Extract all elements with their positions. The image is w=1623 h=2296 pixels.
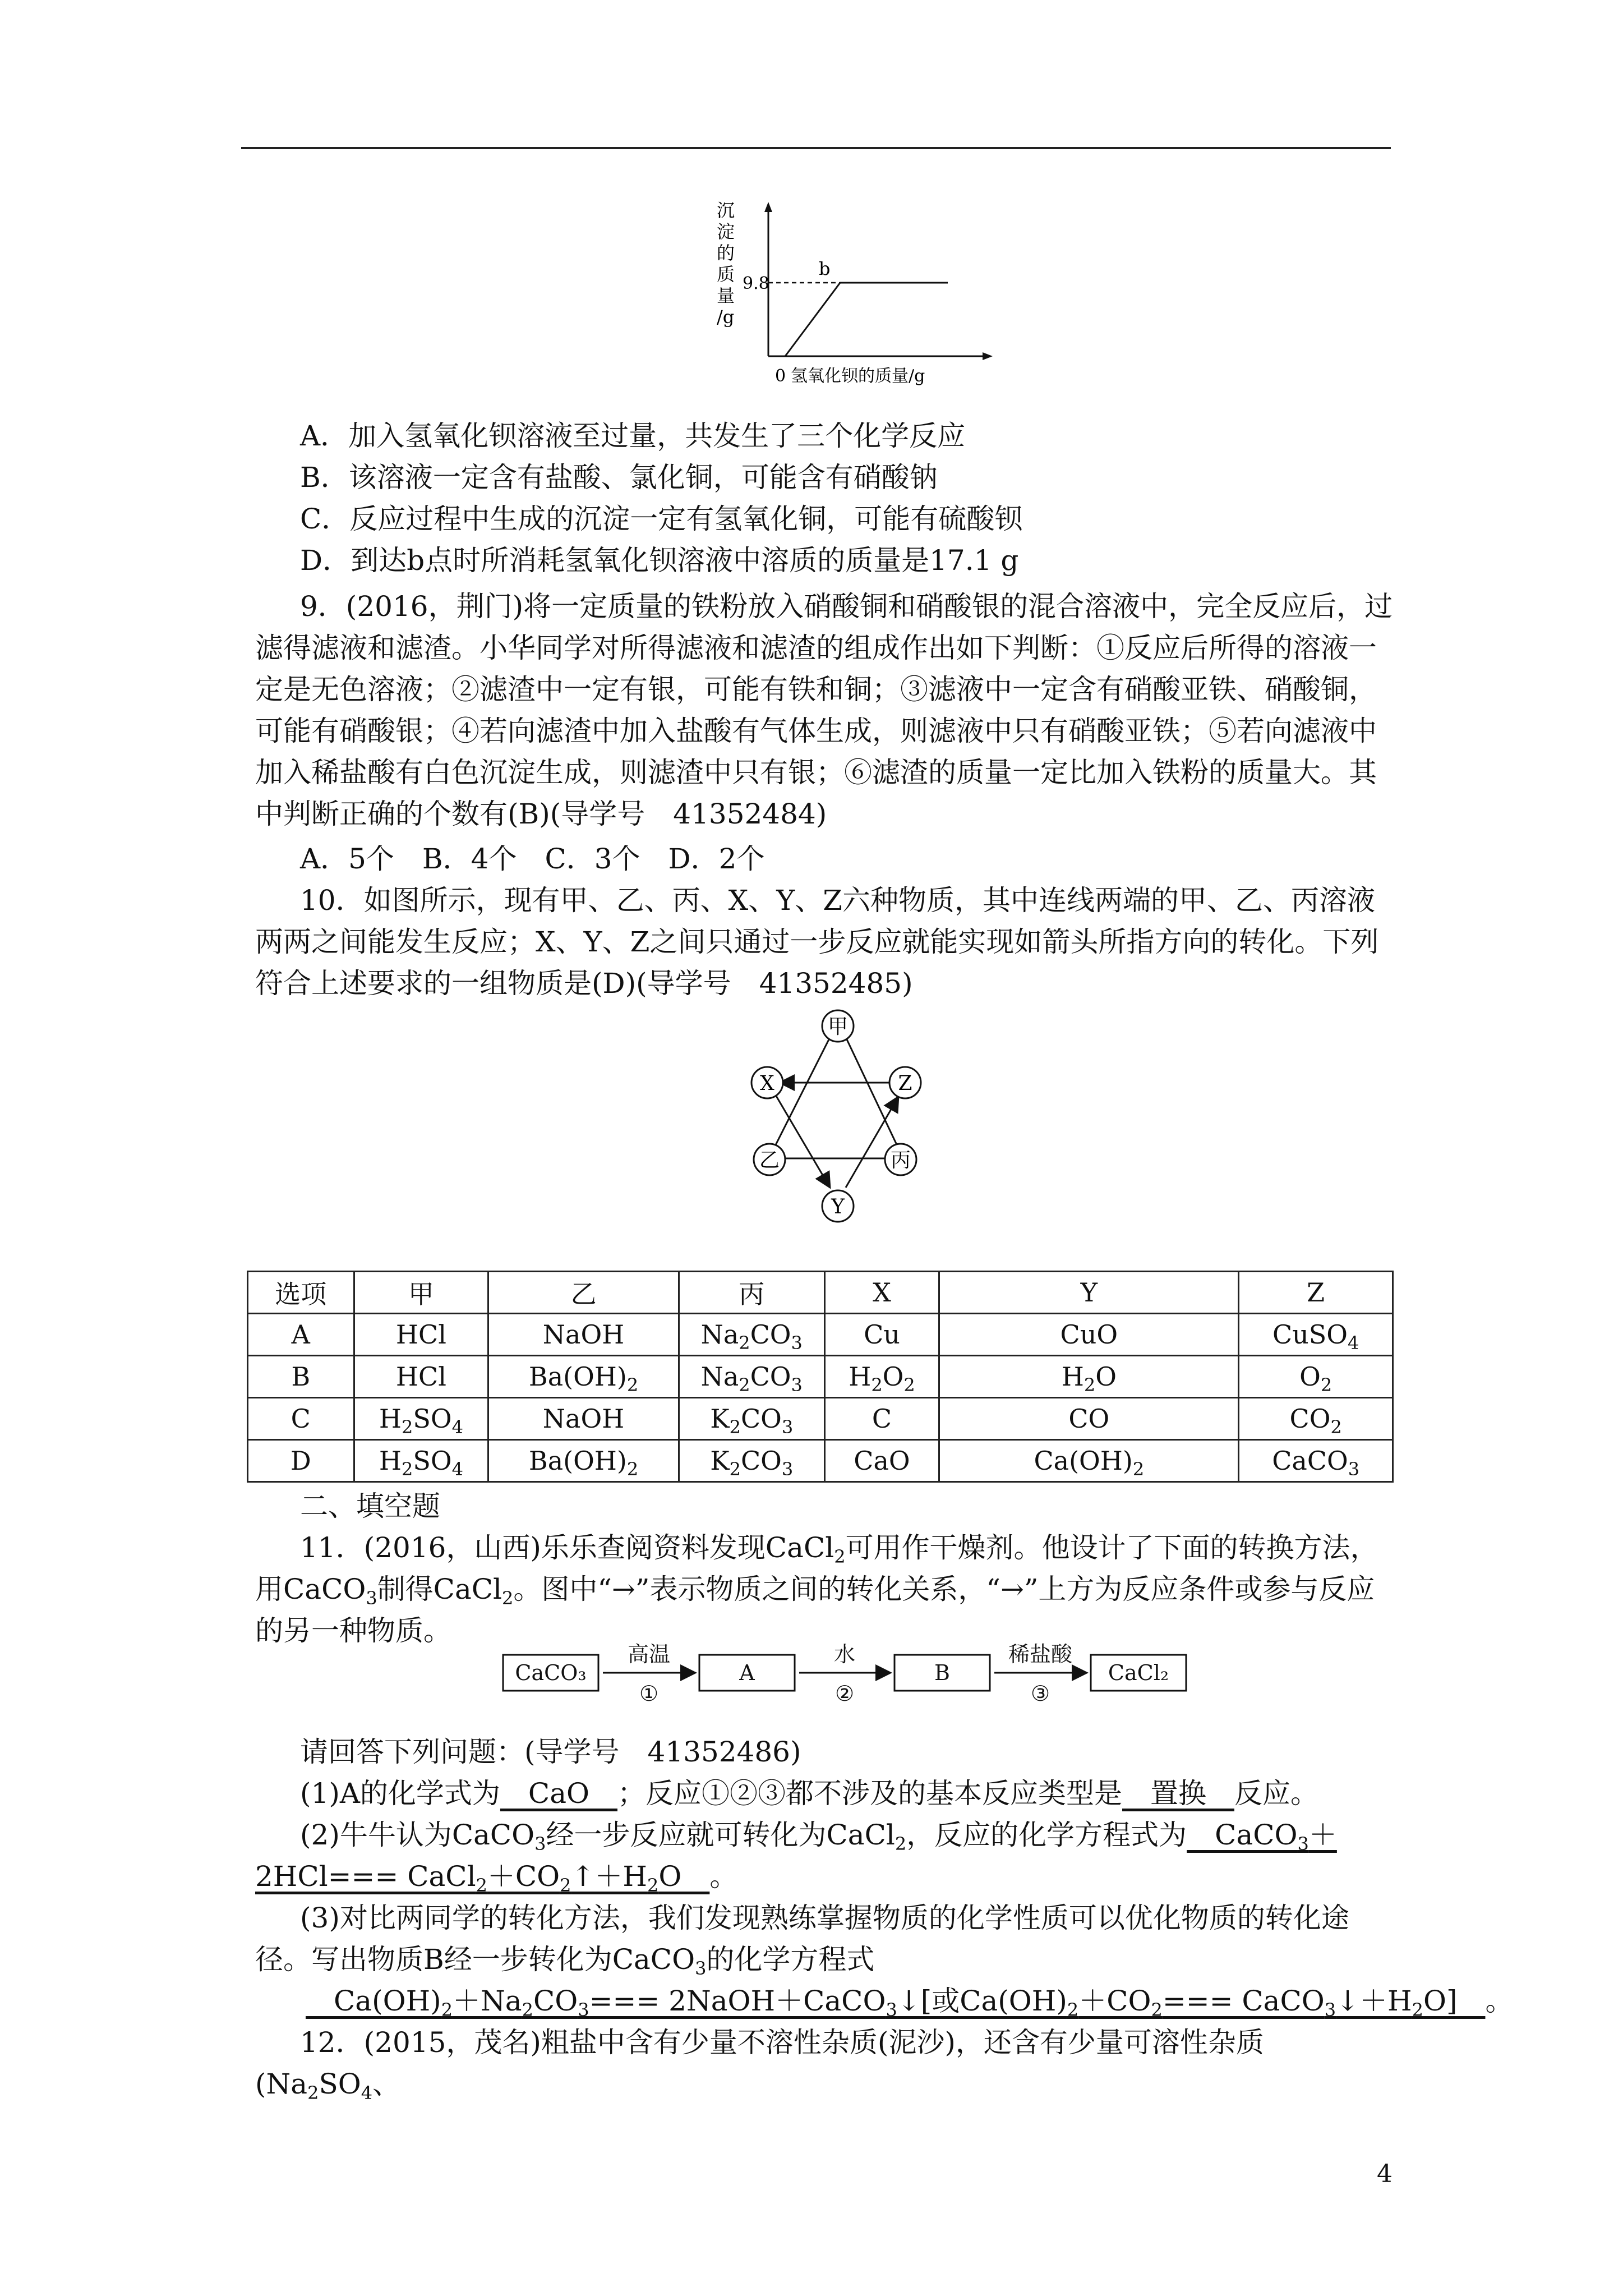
q11-part1: (1)A的化学式为 CaO ；反应①②③都不涉及的基本反应类型是 置换 反应。 [300,1777,1318,1810]
table-cell: $Ba(OH)_2$ [488,1440,679,1482]
header-rule [241,147,1391,149]
section-heading: 二、填空题 [300,1490,440,1522]
table-cell: HCl [354,1314,488,1356]
flow-box-a: A [739,1660,755,1685]
table-cell: $O_2$ [1239,1356,1393,1398]
table-header: Y [939,1272,1239,1314]
table-cell: $H_2SO_4$ [354,1398,488,1440]
q8-option-c: C．反应过程中生成的沉淀一定有氢氧化铜，可能有硫酸钡 [300,503,1023,535]
flow-step-1: ① [639,1681,659,1706]
flow-condition-2: 水 [833,1642,856,1667]
table-header: 丙 [679,1272,824,1314]
table-cell: CaO [824,1440,939,1482]
node-yi: 乙 [759,1149,780,1172]
table-row [248,1356,1393,1398]
table-header: 乙 [488,1272,679,1314]
flow-step-2: ② [834,1681,855,1706]
node-z: Z [898,1072,912,1095]
flow-step-3: ③ [1030,1681,1050,1706]
q8-option-a: A．加入氢氧化钡溶液至过量，共发生了三个化学反应 [300,420,966,452]
table-cell: HCl [354,1356,488,1398]
table-cell: $K_2CO_3$ [679,1398,824,1440]
graph-point-label: b [819,258,831,279]
table-cell: $K_2CO_3$ [679,1440,824,1482]
q11-prompt: 请回答下列问题：(导学号 41352486) [300,1736,801,1768]
table-cell: NaOH [488,1314,679,1356]
question-11-intro: 11．(2016，山西)乐乐查阅资料发现CaCl$_2$可用作干燥剂。他设计了下面的转换方法，用CaCO$_3$制得CaCl$_2$。图中“→”表示物质之间的转化关系，“→”上方为反应条件或参与反应的另一种物质。 [255,1531,1378,1647]
conversion-flow-diagram [502,1638,1203,1717]
node-y: Y [831,1195,845,1218]
table-cell: CO [939,1398,1239,1440]
q9-options: A．5个 B．4个 C．3个 D．2个 [300,843,765,875]
table-cell: $Na_2CO_3$ [679,1314,824,1356]
table-cell: CaCO$_3$ [1239,1440,1393,1482]
node-jia: 甲 [827,1015,849,1038]
substance-relation-diagram [718,1007,953,1231]
flow-box-b: B [934,1660,950,1685]
graph-xlabel: 氢氧化钡的质量/g [791,366,925,386]
table-row [248,1314,1393,1356]
table-cell: B [248,1356,354,1398]
question-12: 12．(2015，茂名)粗盐中含有少量不溶性杂质(泥沙)，还含有少量可溶性杂质($Na_2SO_4$、 [255,2026,1264,2104]
flow-condition-3: 稀盐酸 [1008,1642,1073,1667]
table-header-row [248,1272,1393,1314]
flow-box-cacl2: CaCl₂ [1108,1660,1169,1685]
table-cell: C [824,1398,939,1440]
table-header: 选项 [248,1272,354,1314]
answer-options-table [247,1271,1394,1483]
table-cell: $H_2SO_4$ [354,1440,488,1482]
question-10: 10．如图所示，现有甲、乙、丙、X、Y、Z六种物质，其中连线两端的甲、乙、丙溶液两两之间能发生反应；X、Y、Z之间只通过一步反应就能实现如箭头所指方向的转化。下列符合上述要求的一组物质是(D)(导学号 41352485) [255,884,1379,1000]
q8-option-d: D．到达b点时所消耗氢氧化钡溶液中溶质的质量是17.1 g [300,544,1019,577]
table-cell: $Ca(OH)_2$ [939,1440,1239,1482]
table-cell: C [248,1398,354,1440]
page-number: 4 [1377,2160,1393,2188]
graph-origin: 0 [775,366,786,386]
table-row [248,1398,1393,1440]
node-bing: 丙 [890,1149,911,1172]
table-cell: CuO [939,1314,1239,1356]
table-cell: $H_2O$ [939,1356,1239,1398]
graph-ylabel: 沉淀的质量/g [717,200,735,328]
q11-part3: (3)对比两同学的转化方法，我们发现熟练掌握物质的化学性质可以优化物质的转化途径。写出物质B经一步转化为CaCO$_3$的化学方程式 [255,1902,1349,1979]
table-cell: $H_2O_2$ [824,1356,939,1398]
table-row [248,1440,1393,1482]
flow-condition-1: 高温 [627,1642,671,1667]
precipitate-mass-graph [707,191,1021,393]
table-cell: D [248,1440,354,1482]
table-cell: Cu [824,1314,939,1356]
table-cell: $CO_2$ [1239,1398,1393,1440]
table-cell: $Ba(OH)_2$ [488,1356,679,1398]
table-cell: A [248,1314,354,1356]
table-header: X [824,1272,939,1314]
table-header: 甲 [354,1272,488,1314]
table-cell: $Na_2CO_3$ [679,1356,824,1398]
table-header: Z [1239,1272,1393,1314]
table-cell: CuSO$_4$ [1239,1314,1393,1356]
table-cell: NaOH [488,1398,679,1440]
q8-option-b: B．该溶液一定含有盐酸、氯化铜，可能含有硝酸钠 [300,461,938,494]
question-9: 9．(2016，荆门)将一定质量的铁粉放入硝酸铜和硝酸银的混合溶液中，完全反应后，过滤得滤液和滤渣。小华同学对所得滤液和滤渣的组成作出如下判断：①反应后所得的溶液一定是无色溶液；②滤渣中一定有银，可能有铁和铜；③滤液中一定含有硝酸亚铁、硝酸铜，可能有硝酸银；④若向滤渣中加入盐酸有气体生成，则滤液中只有硝酸亚铁；⑤若向滤液中加入稀盐酸有白色沉淀生成，则滤渣中只有银；⑥滤渣的质量一定比加入铁粉的质量大。其中判断正确的个数有(B)(导学号 41352484) [255,590,1393,830]
flow-box-caco3: CaCO₃ [515,1660,587,1685]
q11-part3-answer: $Ca(OH)_2+Na_2CO_3===$ 2NaOH＋CaCO$_3$↓[或$Ca(OH)_2+CO_2===$ $CaCO_3↓+H_2O$] 。 [306,1985,1514,2021]
graph-ytick: 9.8 [743,274,769,293]
node-x: X [760,1072,774,1095]
q11-part2: (2)牛牛认为CaCO$_3$经一步反应就可转化为CaCl$_2$，反应的化学方程式为 CaCO$_3$＋2HCl=== $CaCl_2+CO_2↑+H_2O$ 。 [255,1819,1337,1896]
